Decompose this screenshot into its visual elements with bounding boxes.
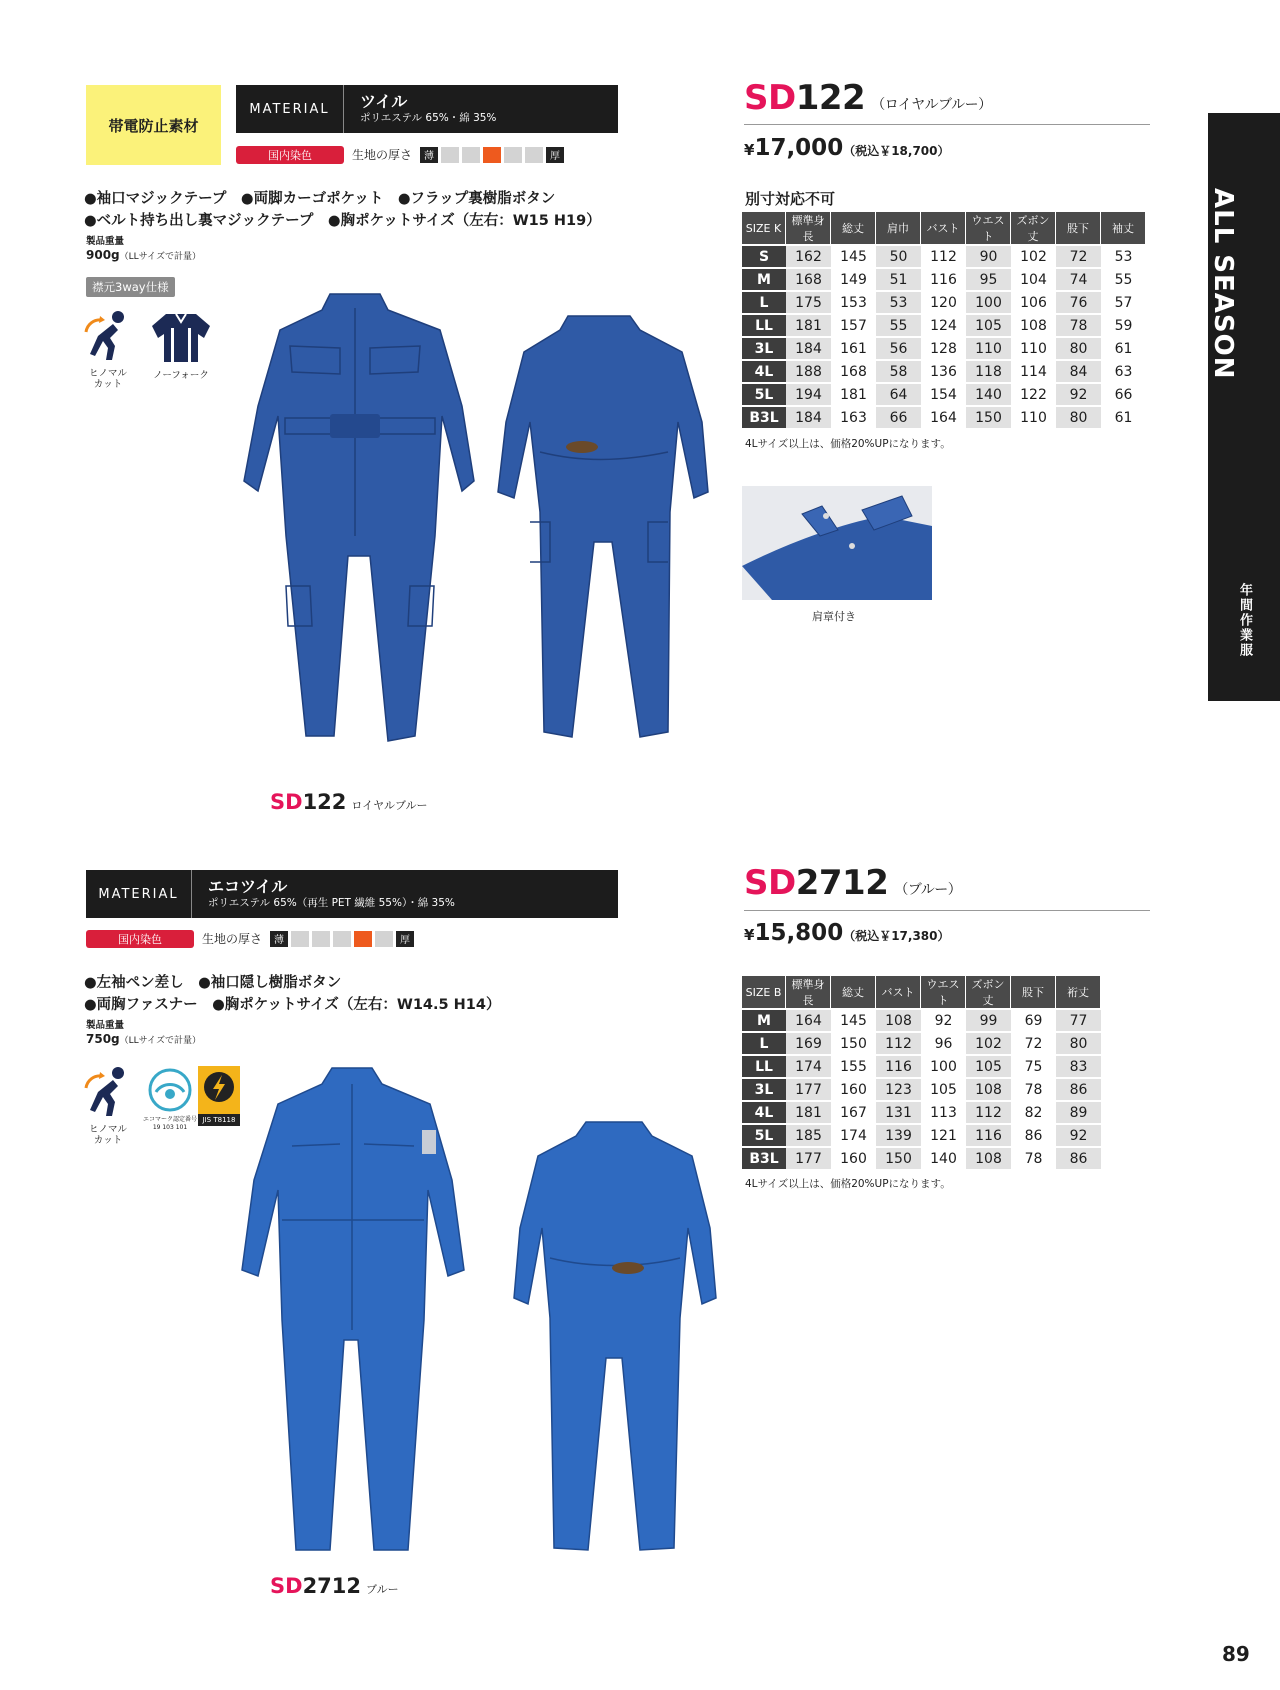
eco-mark-icon: エコマーク認定番号 19 103 101 xyxy=(140,1068,200,1132)
size-value: 105 xyxy=(930,1081,957,1098)
size-value: 175 xyxy=(786,292,831,313)
size-col-header: 肩巾 xyxy=(876,212,921,244)
size-col-header: ウエスト xyxy=(966,212,1011,244)
sd122-size-table xyxy=(742,210,1146,430)
size-row xyxy=(742,1102,1101,1123)
season-side-tab: ALL SEASON 年間作業服 xyxy=(1208,113,1280,701)
size-code: B3L xyxy=(742,407,786,428)
size-value: 75 xyxy=(1024,1058,1043,1075)
size-value: 66 xyxy=(876,407,921,428)
category-label: 年間作業服 xyxy=(1237,583,1252,658)
size-value: 105 xyxy=(966,315,1011,336)
size-code: 3L xyxy=(742,1079,786,1100)
size-value: 56 xyxy=(876,338,921,359)
thickness-step-selected xyxy=(483,147,501,163)
weight-label: 製品重量 xyxy=(86,1020,125,1031)
product-weight xyxy=(86,235,201,262)
size-value: 66 xyxy=(1114,386,1133,403)
size-value: 124 xyxy=(930,317,957,334)
size-value: 116 xyxy=(930,271,957,288)
size-code: M xyxy=(742,269,786,290)
size-value: 92 xyxy=(1056,384,1101,405)
size-value: 160 xyxy=(840,1150,867,1167)
sd122-back-garment xyxy=(490,312,710,762)
size-value: 188 xyxy=(786,361,831,382)
material-name: エコツイル xyxy=(208,877,288,896)
size-col-header: SIZE B xyxy=(742,976,786,1008)
size-value: 177 xyxy=(786,1079,831,1100)
size-col-header: ズボン丈 xyxy=(966,976,1011,1008)
feature-line: ●ベルト持ち出し裏マジックテープ ●胸ポケットサイズ（左右：W15 H19） xyxy=(84,213,601,229)
thickness-step xyxy=(312,931,330,947)
thickness-step xyxy=(333,931,351,947)
size-value: 110 xyxy=(1020,409,1047,426)
size-value: 89 xyxy=(1056,1102,1101,1123)
size-value: 110 xyxy=(1020,340,1047,357)
domestic-dye-badge: 国内染色 xyxy=(86,930,194,948)
feature-line: ●左袖ペン差し ●袖口隠し樹脂ボタン xyxy=(84,975,342,991)
size-value: 113 xyxy=(930,1104,957,1121)
thickness-step xyxy=(291,931,309,947)
product-weight-2 xyxy=(86,1019,201,1046)
size-value: 174 xyxy=(786,1056,831,1077)
size-value: 118 xyxy=(966,361,1011,382)
size-value: 108 xyxy=(966,1079,1011,1100)
size-value: 105 xyxy=(966,1056,1011,1077)
size-value: 86 xyxy=(1056,1079,1101,1100)
hinomaru-cut-icon: ヒノマル カット xyxy=(80,308,136,390)
size-value: 55 xyxy=(876,315,921,336)
size-value: 116 xyxy=(876,1056,921,1077)
size-value: 64 xyxy=(876,384,921,405)
size-value: 77 xyxy=(1056,1010,1101,1031)
weight-value: 750g（LLサイズで計量） xyxy=(86,1032,201,1046)
thickness-label: 生地の厚さ xyxy=(352,148,413,162)
size-value: 92 xyxy=(934,1012,953,1029)
size-value: 169 xyxy=(786,1033,831,1054)
thickness-step xyxy=(441,147,459,163)
thickness-step xyxy=(525,147,543,163)
size-col-header: 股下 xyxy=(1011,976,1056,1008)
size-value: 154 xyxy=(930,386,957,403)
size-value: 95 xyxy=(966,269,1011,290)
sd2712-size-table xyxy=(742,974,1101,1171)
size-col-header: 標準身長 xyxy=(786,976,831,1008)
size-value: 100 xyxy=(930,1058,957,1075)
size-code: 4L xyxy=(742,1102,786,1123)
jis-antistatic-icon: JIS T8118 xyxy=(198,1066,240,1122)
size-value: 78 xyxy=(1024,1081,1043,1098)
size-value: 140 xyxy=(930,1150,957,1167)
size-col-header: 総丈 xyxy=(831,212,876,244)
size-col-header: ズボン丈 xyxy=(1011,212,1056,244)
size-value: 116 xyxy=(966,1125,1011,1146)
size-col-header: SIZE K xyxy=(742,212,786,244)
feature-line: ●袖口マジックテープ ●両脚カーゴポケット ●フラップ裏樹脂ボタン xyxy=(84,191,556,207)
size-value: 100 xyxy=(966,292,1011,313)
material-box xyxy=(236,85,618,133)
thickness-scale xyxy=(352,146,567,163)
size-value: 58 xyxy=(876,361,921,382)
size-row xyxy=(742,315,1146,336)
size-note: 4Lサイズ以上は、価格20%UPになります。 xyxy=(745,1178,951,1190)
title-rule xyxy=(744,124,1150,125)
size-col-header: 総丈 xyxy=(831,976,876,1008)
size-value: 69 xyxy=(1024,1012,1043,1029)
size-value: 72 xyxy=(1024,1035,1043,1052)
thickness-step-selected xyxy=(354,931,372,947)
material-composition: ポリエステル 65%・綿 35% xyxy=(360,112,497,124)
size-value: 155 xyxy=(840,1058,867,1075)
size-row xyxy=(742,1148,1101,1169)
size-value: 145 xyxy=(840,1012,867,1029)
size-row xyxy=(742,269,1146,290)
size-value: 50 xyxy=(876,246,921,267)
size-row xyxy=(742,361,1146,382)
size-row xyxy=(742,338,1146,359)
sd122-front-garment xyxy=(230,286,490,776)
size-row xyxy=(742,1010,1101,1031)
domestic-dye-badge: 国内染色 xyxy=(236,146,344,164)
size-value: 181 xyxy=(786,315,831,336)
size-value: 84 xyxy=(1056,361,1101,382)
size-value: 161 xyxy=(840,340,867,357)
size-value: 61 xyxy=(1114,409,1133,426)
thickness-step xyxy=(375,931,393,947)
material-box-2 xyxy=(86,870,618,918)
page-number: 89 xyxy=(1222,1642,1250,1666)
size-value: 51 xyxy=(876,269,921,290)
size-col-header: バスト xyxy=(921,212,966,244)
sd122-price: ¥17,000（税込￥18,700） xyxy=(744,135,950,161)
size-value: 108 xyxy=(876,1010,921,1031)
size-value: 145 xyxy=(840,248,867,265)
material-label: MATERIAL xyxy=(236,85,344,133)
size-value: 162 xyxy=(786,246,831,267)
weight-value: 900g（LLサイズで計量） xyxy=(86,248,201,262)
size-code: B3L xyxy=(742,1148,786,1169)
size-value: 78 xyxy=(1056,315,1101,336)
size-code: L xyxy=(742,1033,786,1054)
size-value: 150 xyxy=(966,407,1011,428)
size-value: 184 xyxy=(786,407,831,428)
size-value: 80 xyxy=(1056,1033,1101,1054)
size-value: 72 xyxy=(1056,246,1101,267)
size-col-header: バスト xyxy=(876,976,921,1008)
sd2712-title: SD2712 （ブルー） xyxy=(744,863,962,903)
size-value: 157 xyxy=(840,317,867,334)
material-label: MATERIAL xyxy=(86,870,192,918)
size-value: 80 xyxy=(1056,407,1101,428)
size-value: 106 xyxy=(1020,294,1047,311)
size-code: L xyxy=(742,292,786,313)
size-value: 160 xyxy=(840,1081,867,1098)
material-info xyxy=(344,85,512,133)
antistatic-badge: 帯電防止素材 xyxy=(86,85,221,165)
size-code: S xyxy=(742,246,786,267)
size-value: 104 xyxy=(1020,271,1047,288)
thin-marker: 薄 xyxy=(270,931,288,947)
size-value: 53 xyxy=(876,292,921,313)
size-value: 112 xyxy=(930,248,957,265)
size-col-header: 裄丈 xyxy=(1056,976,1101,1008)
size-note: 4Lサイズ以上は、価格20%UPになります。 xyxy=(745,438,951,450)
size-value: 90 xyxy=(966,246,1011,267)
size-value: 163 xyxy=(840,409,867,426)
size-row xyxy=(742,1033,1101,1054)
size-col-header: 股下 xyxy=(1056,212,1101,244)
custom-size-note: 別寸対応不可 xyxy=(745,190,836,208)
sd2712-front-garment xyxy=(232,1060,476,1560)
size-code: 5L xyxy=(742,384,786,405)
sd122-caption: SD122 ロイヤルブルー xyxy=(270,790,428,814)
size-value: 61 xyxy=(1114,340,1133,357)
size-row xyxy=(742,407,1146,428)
size-value: 131 xyxy=(876,1102,921,1123)
size-value: 92 xyxy=(1056,1125,1101,1146)
size-value: 168 xyxy=(786,269,831,290)
size-value: 164 xyxy=(786,1010,831,1031)
size-value: 181 xyxy=(786,1102,831,1123)
size-value: 59 xyxy=(1114,317,1133,334)
size-value: 110 xyxy=(966,338,1011,359)
size-col-header: ウエスト xyxy=(921,976,966,1008)
size-value: 167 xyxy=(840,1104,867,1121)
size-row xyxy=(742,1125,1101,1146)
material-composition: ポリエステル 65%（再生 PET 繊維 55%）・綿 35% xyxy=(208,897,455,909)
size-value: 83 xyxy=(1056,1056,1101,1077)
size-value: 139 xyxy=(876,1125,921,1146)
size-value: 150 xyxy=(840,1035,867,1052)
feature-list-2 xyxy=(84,972,500,1016)
size-value: 185 xyxy=(786,1125,831,1146)
size-value: 82 xyxy=(1024,1104,1043,1121)
norfolk-icon: ノーフォーク xyxy=(146,310,216,381)
size-value: 86 xyxy=(1024,1127,1043,1144)
material-info xyxy=(192,870,471,918)
size-col-header: 標準身長 xyxy=(786,212,831,244)
epaulette-caption: 肩章付き xyxy=(812,610,856,623)
size-value: 177 xyxy=(786,1148,831,1169)
thick-marker: 厚 xyxy=(396,931,414,947)
size-value: 80 xyxy=(1056,338,1101,359)
size-value: 99 xyxy=(966,1010,1011,1031)
size-row xyxy=(742,292,1146,313)
size-value: 136 xyxy=(930,363,957,380)
size-code: M xyxy=(742,1010,786,1031)
sd2712-caption: SD2712 ブルー xyxy=(270,1574,399,1598)
thick-marker: 厚 xyxy=(546,147,564,163)
thickness-label: 生地の厚さ xyxy=(202,932,263,946)
size-value: 140 xyxy=(966,384,1011,405)
size-value: 63 xyxy=(1114,363,1133,380)
epaulette-detail-photo xyxy=(742,486,932,600)
size-code: 3L xyxy=(742,338,786,359)
size-value: 108 xyxy=(966,1148,1011,1169)
material-name: ツイル xyxy=(360,92,408,111)
size-row xyxy=(742,246,1146,267)
feature-list xyxy=(84,188,601,232)
size-col-header: 袖丈 xyxy=(1101,212,1146,244)
size-value: 168 xyxy=(840,363,867,380)
size-value: 76 xyxy=(1056,292,1101,313)
size-value: 194 xyxy=(786,384,831,405)
size-value: 108 xyxy=(1020,317,1047,334)
thickness-scale xyxy=(202,930,417,947)
sd122-title: SD122 （ロイヤルブルー） xyxy=(744,78,992,118)
size-value: 57 xyxy=(1114,294,1133,311)
size-value: 55 xyxy=(1114,271,1133,288)
size-value: 184 xyxy=(786,338,831,359)
size-value: 102 xyxy=(966,1033,1011,1054)
size-value: 123 xyxy=(876,1079,921,1100)
size-value: 112 xyxy=(966,1102,1011,1123)
thin-marker: 薄 xyxy=(420,147,438,163)
title-rule xyxy=(744,910,1150,911)
size-row xyxy=(742,1079,1101,1100)
size-row xyxy=(742,384,1146,405)
size-value: 122 xyxy=(1020,386,1047,403)
size-value: 78 xyxy=(1024,1150,1043,1167)
hinomaru-cut-icon: ヒノマル カット xyxy=(80,1064,136,1146)
size-value: 120 xyxy=(930,294,957,311)
size-value: 53 xyxy=(1114,248,1133,265)
size-value: 181 xyxy=(840,386,867,403)
size-value: 114 xyxy=(1020,363,1047,380)
size-value: 96 xyxy=(934,1035,953,1052)
thickness-step xyxy=(462,147,480,163)
size-code: LL xyxy=(742,1056,786,1077)
collar-3way-badge: 襟元3way仕様 xyxy=(86,277,175,297)
size-value: 112 xyxy=(876,1033,921,1054)
size-code: LL xyxy=(742,315,786,336)
size-value: 149 xyxy=(840,271,867,288)
size-value: 150 xyxy=(876,1148,921,1169)
thickness-step xyxy=(504,147,522,163)
size-value: 121 xyxy=(930,1127,957,1144)
size-value: 74 xyxy=(1056,269,1101,290)
size-value: 102 xyxy=(1020,248,1047,265)
size-value: 164 xyxy=(930,409,957,426)
size-value: 153 xyxy=(840,294,867,311)
size-value: 174 xyxy=(840,1127,867,1144)
size-row xyxy=(742,1056,1101,1077)
size-value: 86 xyxy=(1056,1148,1101,1169)
feature-line: ●両胸ファスナー ●胸ポケットサイズ（左右：W14.5 H14） xyxy=(84,997,501,1013)
size-code: 4L xyxy=(742,361,786,382)
size-code: 5L xyxy=(742,1125,786,1146)
sd2712-price: ¥15,800（税込￥17,380） xyxy=(744,920,950,946)
weight-label: 製品重量 xyxy=(86,236,125,247)
sd2712-back-garment xyxy=(510,1118,720,1560)
size-value: 128 xyxy=(930,340,957,357)
